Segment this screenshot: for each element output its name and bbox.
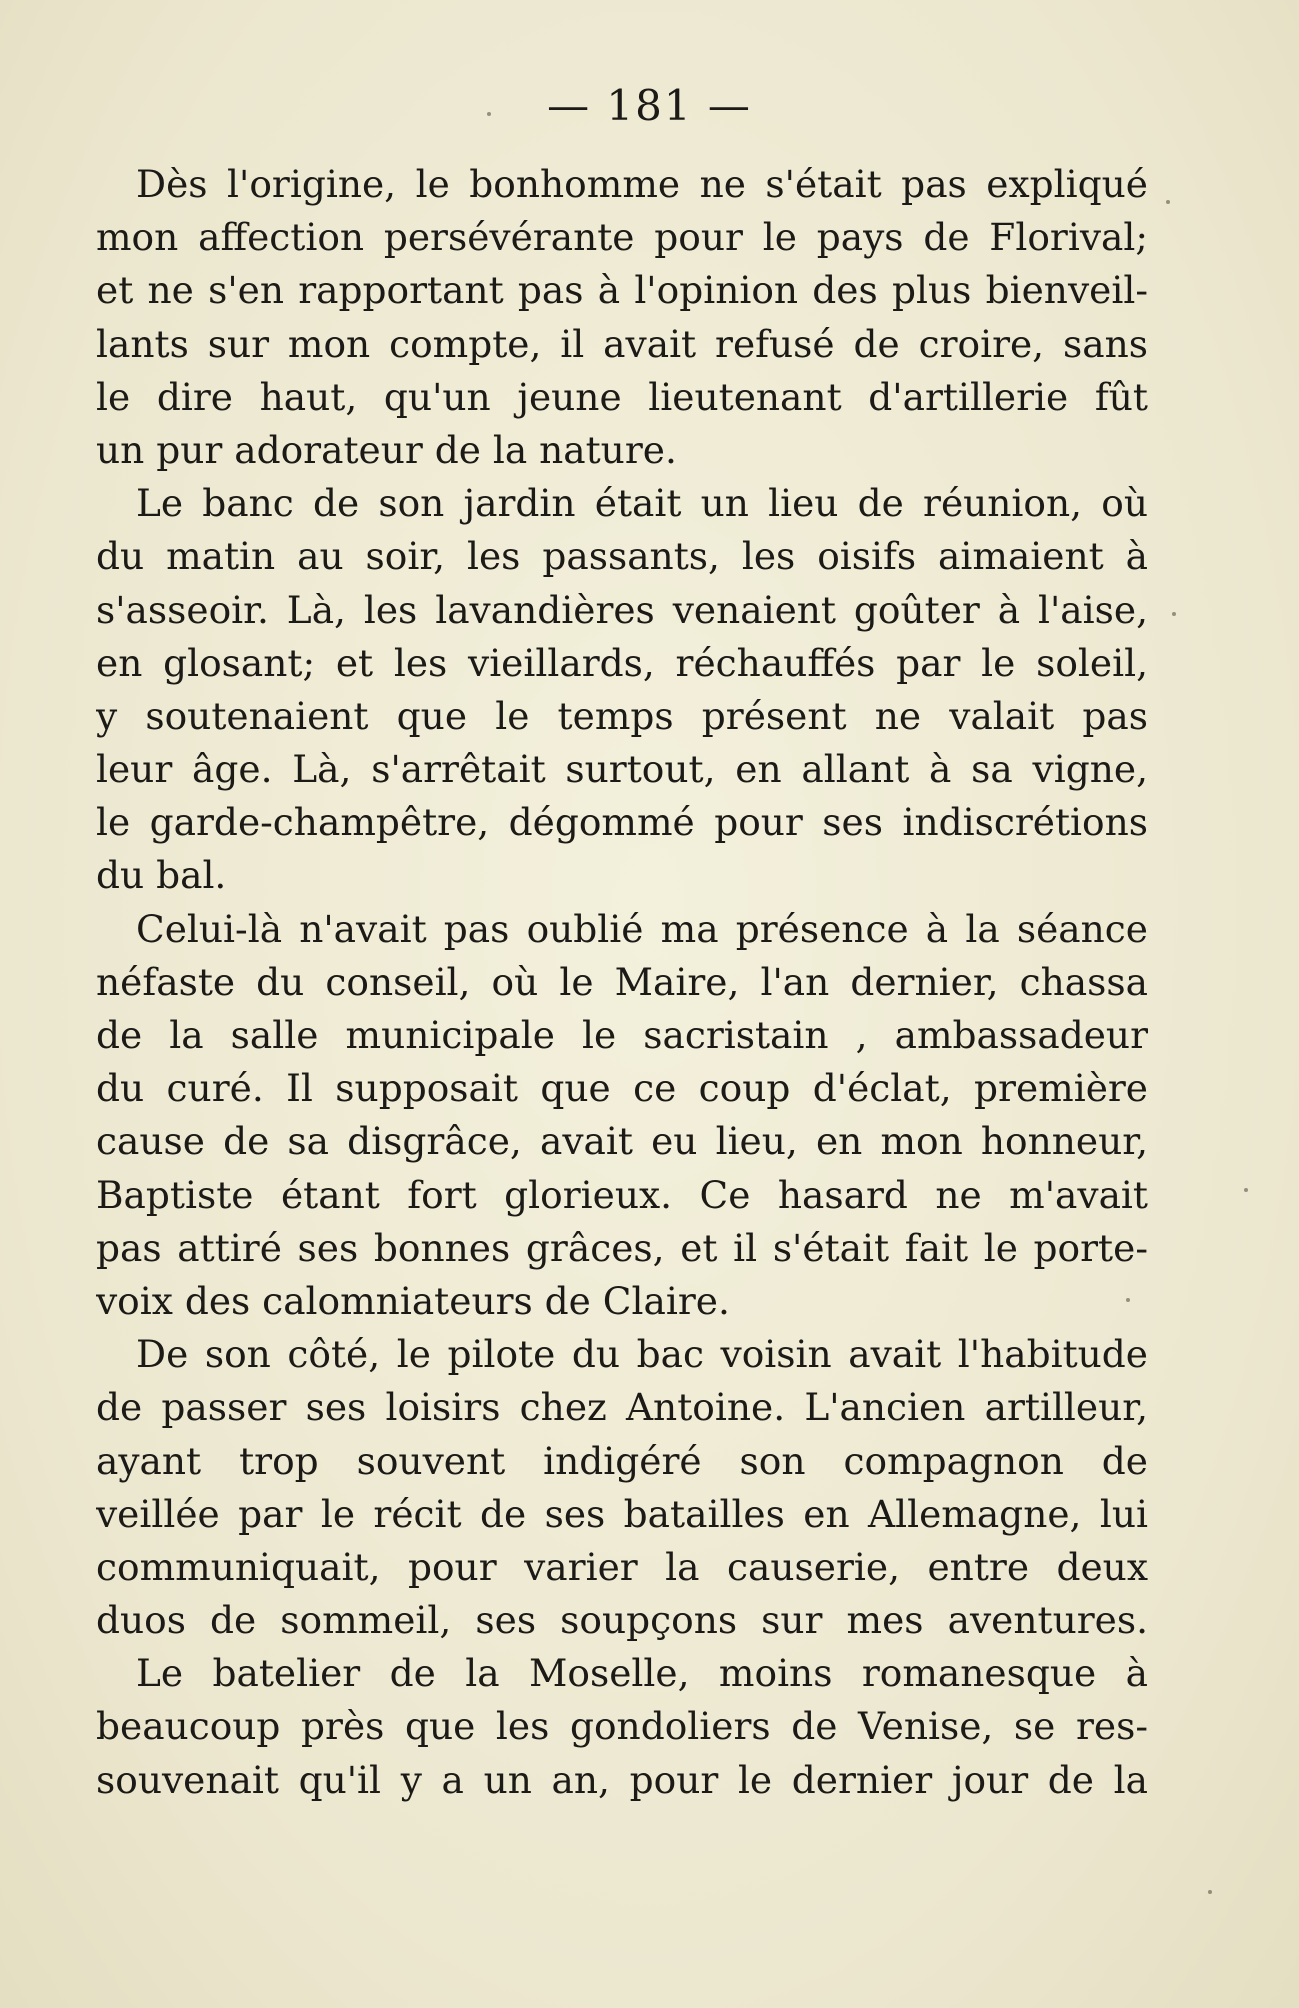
text-line: Le batelier de la Moselle, moins romanesque à (136, 1651, 1148, 1696)
print-speck (1244, 1188, 1248, 1192)
text-line: un pur adorateur de la nature. (96, 427, 677, 472)
text-line: souvenait qu'il y a un an, pour le dernier jour de la (96, 1757, 1148, 1802)
text-line: néfaste du conseil, où le Maire, l'an dernier, chassa (96, 959, 1148, 1004)
text-line: cause de sa disgrâce, avait eu lieu, en mon honneur, (96, 1119, 1148, 1164)
text-line: Baptiste étant fort glorieux. Ce hasard ne m'avait (96, 1172, 1148, 1217)
text-line: y soutenaient que le temps présent ne valait pas (96, 693, 1148, 738)
text-line: De son côté, le pilote du bac voisin avait l'habitude (136, 1332, 1148, 1377)
text-line: et ne s'en rapportant pas à l'opinion des plus bienveil- (96, 268, 1148, 313)
text-line: Dès l'origine, le bonhomme ne s'était pas expliqué (136, 162, 1148, 206)
text-line: lants sur mon compte, il avait refusé de croire, sans (96, 321, 1148, 366)
text-line: Le banc de son jardin était un lieu de réunion, où (136, 481, 1148, 526)
text-line: beaucoup près que les gondoliers de Venise, se res- (96, 1704, 1148, 1749)
text-line: du matin au soir, les passants, les oisifs aimaient à (96, 534, 1148, 579)
text-line: du curé. Il supposait que ce coup d'éclat, première (96, 1066, 1148, 1111)
body-text (96, 158, 1148, 1807)
text-line: le garde-champêtre, dégommé pour ses indiscrétions (96, 800, 1148, 845)
text-line: mon affection persévérante pour le pays de Florival; (96, 215, 1148, 260)
print-speck (1208, 1890, 1212, 1894)
text-line: leur âge. Là, s'arrêtait surtout, en allant à sa vigne, (96, 747, 1148, 792)
text-line: communiquait, pour varier la causerie, entre deux (96, 1544, 1148, 1589)
page-number: — 181 — (547, 81, 752, 130)
text-line: duos de sommeil, ses soupçons sur mes aventures. (96, 1598, 1148, 1643)
text-line: pas attiré ses bonnes grâces, et il s'était fait le porte- (96, 1225, 1148, 1270)
text-line: de la salle municipale le sacristain , ambassadeur (96, 1013, 1148, 1057)
text-line: veillée par le récit de ses batailles en Allemagne, lui (96, 1491, 1148, 1536)
text-line: ayant trop souvent indigéré son compagnon de (96, 1438, 1148, 1483)
text-line: de passer ses loisirs chez Antoine. L'ancien artilleur, (96, 1385, 1148, 1430)
print-speck (1126, 1298, 1130, 1302)
text-line: du bal. (96, 853, 227, 898)
text-line: voix des calomniateurs de Claire. (96, 1278, 730, 1323)
text-line: en glosant; et les vieillards, réchauffés par le soleil, (96, 640, 1148, 685)
text-line: Celui-là n'avait pas oublié ma présence à la séance (136, 906, 1148, 951)
text-line: le dire haut, qu'un jeune lieutenant d'artillerie fût (96, 374, 1148, 419)
print-speck (1166, 200, 1170, 204)
print-speck (1172, 612, 1176, 616)
text-line: s'asseoir. Là, les lavandières venaient goûter à l'aise, (96, 587, 1148, 632)
print-speck (487, 112, 491, 116)
